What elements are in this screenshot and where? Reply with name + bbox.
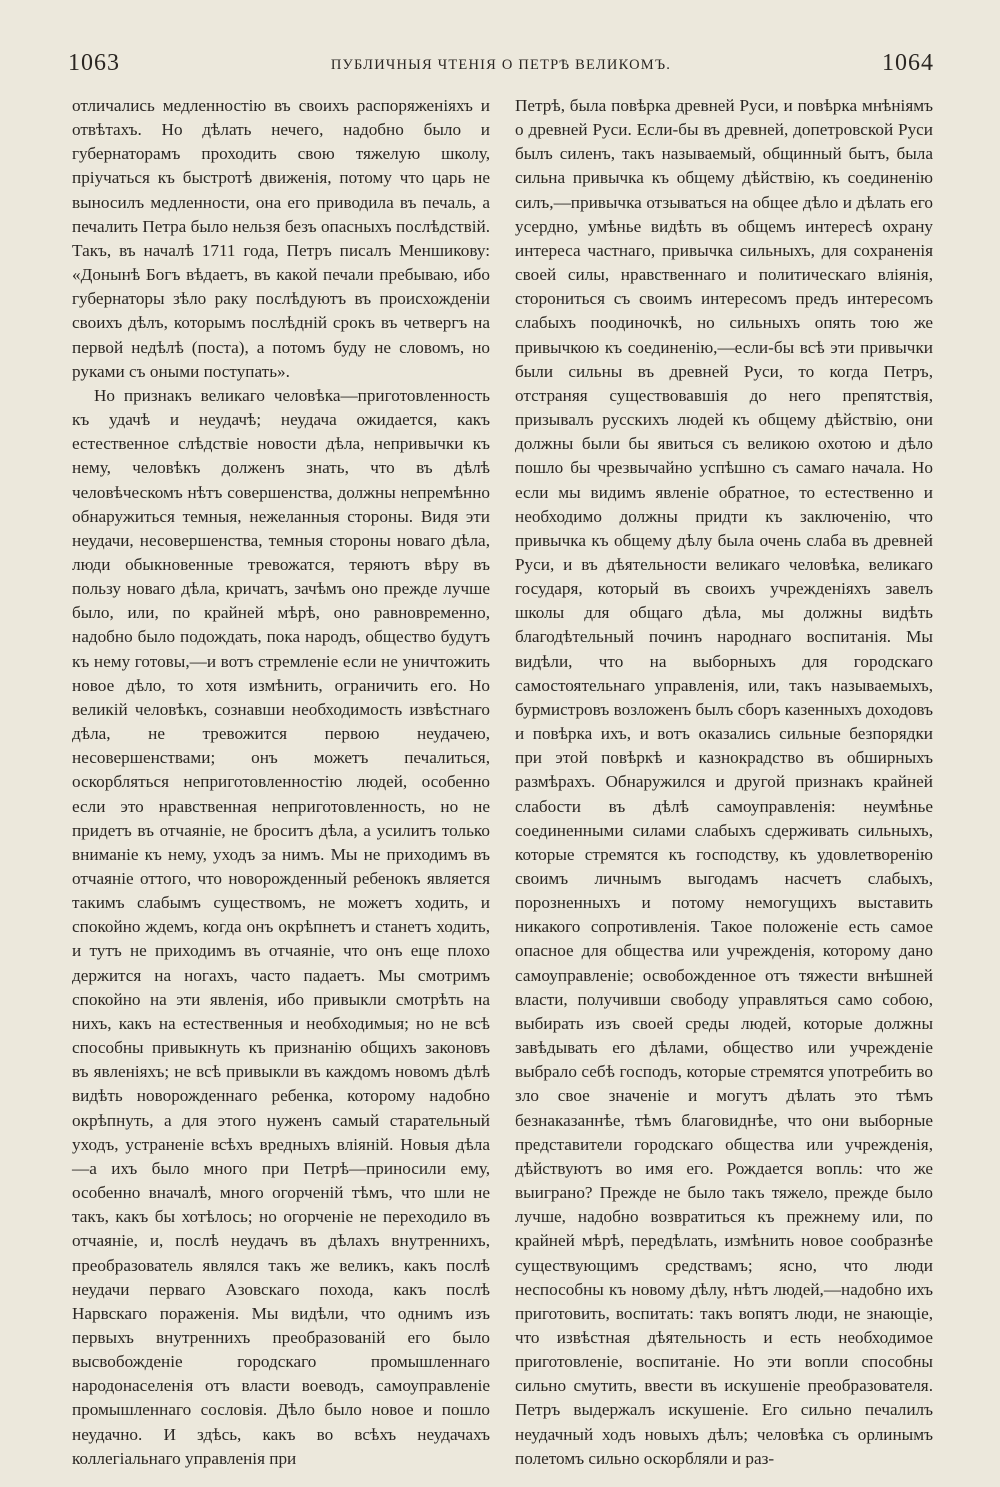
left-page-number: 1063 <box>68 50 120 76</box>
left-column <box>72 94 490 1471</box>
paragraph: Петрѣ, была повѣрка древней Руси, и повѣрка мнѣніямъ о древней Руси. Если-бы въ древней, допетровской Руси былъ силенъ, такъ называемый, общинный бытъ, была сильна привычка къ общему дѣйствію, къ соединенію силъ,—привычка отзываться на общее дѣло и дѣлать его усердно, умѣнье видѣть въ общемъ интересѣ охрану интереса частнаго, привычка сильныхъ, для сохраненія своей силы, нравственнаго и политическаго вліянія, сторониться съ своимъ интересомъ предъ интересомъ слабыхъ поодиночкѣ, но сильныхъ опять тою же привычкою къ соединенію,—если-бы всѣ эти привычки были сильны въ древней Руси, то когда Петръ, отстраняя существовавшія до него препятствія, призывалъ русскихъ людей къ общему дѣйствію, они должны были бы явиться съ великою охотою и дѣло пошло бы чрезвычайно успѣшно съ самаго начала. Но если мы видимъ явленіе обратное, то естественно и необходимо должны придти къ заключенію, что привычка къ общему дѣлу была очень слаба въ древней Руси, и въ дѣятельности великаго человѣка, великаго государя, который въ своихъ учрежденіяхъ завелъ школы для общаго дѣла, мы должны видѣть благодѣтельный починъ народнаго воспитанія. Мы видѣли, что на выборныхъ для городскаго самостоятельнаго управленія, или, такъ называемыхъ, бурмистровъ возложенъ былъ сборъ казенныхъ доходовъ и повѣрка ихъ, и вотъ оказались сильные безпорядки при этой повѣркѣ и казнокрадство въ обширныхъ размѣрахъ. Обнаружился и другой признакъ крайней слабости въ дѣлѣ самоуправленія: неумѣнье соединенными силами слабыхъ сдерживать сильныхъ, которые стремятся къ господству, къ удовлетворенію своимъ личнымъ выгодамъ насчетъ слабыхъ, порозненныхъ и потому немогущихъ выставить никакого сопротивленія. Такое положеніе есть самое опасное для общества или учрежденія, которому дано самоуправленіе; освобожденное отъ тяжести внѣшней власти, получивши свободу управляться само собою, выбирать изъ своей среды людей, которые должны завѣдывать его дѣлами, общество или учрежденіе выбрало себѣ господъ, которые стремятся употребить во зло свое значеніе и могутъ дѣлать это тѣмъ безнаказаннѣе, тѣмъ благовиднѣе, что они выборные представители городскаго общества или учрежденія, дѣйствуютъ во имя его. Рождается вопль: что же выиграно? Прежде не было такъ тяжело, прежде было лучше, надобно возвратиться къ прежнему или, по крайней мѣрѣ, передѣлать, измѣнить новое сообразнѣе существующимъ средствамъ; ясно, что люди неспособны къ новому дѣлу, нѣтъ людей,—надобно ихъ приготовить, воспитать: такъ вопятъ люди, не знающіе, что извѣстная дѣятельность и есть необходимое приготовленіе, воспитаніе. Но эти вопли способны сильно смутить, ввести въ искушеніе преобразователя. Петръ выдержалъ искушеніе. Его сильно печалилъ неудачный ходъ новыхъ дѣлъ; человѣка съ орлинымъ полетомъ сильно оскорбляли и раз- <box>515 96 933 1468</box>
page-header <box>68 50 934 80</box>
paragraph: отличались медленностію въ своихъ распоряженіяхъ и отвѣтахъ. Но дѣлать нечего, надобно было и губернаторамъ проходить свою тяжелую школу, пріучаться къ быстротѣ движенія, потому что царь не выносилъ медленности, она его приводила въ печаль, а печалить Петра было нельзя безъ опасныхъ послѣдствій. Такъ, въ началѣ 1711 года, Петръ писалъ Меншикову: «Донынѣ Богъ вѣдаетъ, въ какой печали пребываю, ибо губернаторы зѣло раку послѣдуютъ въ происхожденіи своихъ дѣлъ, которымъ послѣдній срокъ въ четвергъ на первой недѣлѣ (поста), а потомъ буду не словомъ, но руками съ оными поступать». <box>72 96 490 381</box>
right-page-number: 1064 <box>882 50 934 76</box>
right-column <box>515 94 933 1471</box>
running-title: ПУБЛИЧНЫЯ ЧТЕНІЯ О ПЕТРѢ ВЕЛИКОМЪ. <box>330 57 672 73</box>
paragraph: Но признакъ великаго человѣка—приготовленность къ удачѣ и неудачѣ; неудача ожидается, какъ естественное слѣдствіе новости дѣла, непривычки къ нему, человѣкъ долженъ знать, что въ дѣлѣ человѣческомъ нѣтъ совершенства, должны непремѣнно обнаружиться темныя, нежеланныя стороны. Видя эти неудачи, несовершенства, темныя стороны новаго дѣла, люди обыкновенные тревожатся, теряютъ вѣру въ пользу новаго дѣла, кричатъ, зачѣмъ оно прежде лучше было, или, по крайней мѣрѣ, оно равновременно, надобно было подождать, пока народъ, общество будутъ къ нему готовы,—и вотъ стремленіе если не уничтожить новое дѣло, то хотя измѣнить, ограничить его. Но великій человѣкъ, сознавши необходимость извѣстнаго дѣла, не тревожится первою неудачею, несовершенствами; онъ можетъ печалиться, оскорбляться неприготовленностію людей, особенно если это нравственная неприготовленность, но не придетъ въ отчаяніе, не броситъ дѣла, а усилитъ только вниманіе къ нему, уходъ за нимъ. Мы не приходимъ въ отчаяніе оттого, что новорожденный ребенокъ является такимъ слабымъ существомъ, не можетъ ходить, и спокойно ждемъ, когда онъ окрѣпнетъ и станетъ ходить, и тутъ не приходимъ въ отчаяніе, что онъ еще плохо держится на ногахъ, часто падаетъ. Мы смотримъ спокойно на эти явленія, ибо привыкли смотрѣть на нихъ, какъ на естественныя и необходимыя; но не всѣ способны привыкнуть къ признанію общихъ законовъ въ явленіяхъ; не всѣ привыкли въ каждомъ новомъ дѣлѣ видѣть новорожденнаго ребенка, которому надобно окрѣпнуть, а для этого нуженъ самый старательный уходъ, устраненіе всѣхъ вредныхъ вліяній. Новыя дѣла—а ихъ было много при Петрѣ—приносили ему, особенно вначалѣ, много огорченій тѣмъ, что шли не такъ, какъ бы хотѣлось; но огорченіе не переходило въ отчаяніе, и, послѣ неудачъ въ дѣлахъ внутреннихъ, преобразователь являлся такъ же великъ, какъ послѣ неудачи перваго Азовскаго похода, какъ послѣ Нарвскаго пораженія. Мы видѣли, что однимъ изъ первыхъ внутреннихъ преобразованій его было высвобожденіе городскаго промышленнаго народонаселенія отъ власти воеводъ, самоуправленіе промышленнаго сословія. Дѣло было новое и пошло неудачно. И здѣсь, какъ во всѣхъ неудачахъ коллегіальнаго управленія при <box>72 385 490 1468</box>
